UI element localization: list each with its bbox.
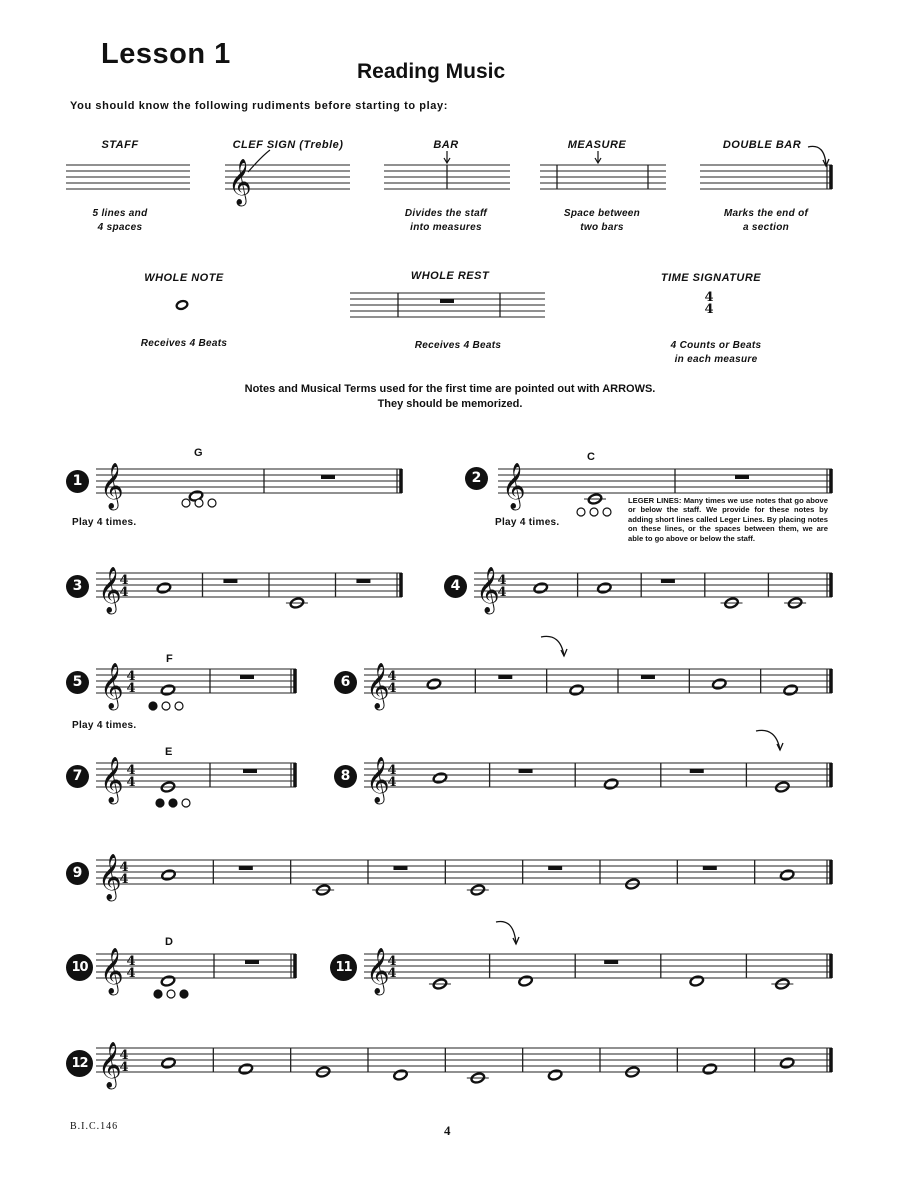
treble-clef-icon: 𝄞	[228, 159, 252, 205]
arrows-note-line: They should be memorized.	[377, 398, 523, 410]
whole-note	[780, 1057, 795, 1069]
time-signature-top: 4	[387, 669, 397, 684]
time-signature-bottom: 4	[387, 966, 397, 981]
whole-note	[176, 300, 189, 311]
time-signature-top: 4	[119, 1048, 129, 1063]
time-signature-top: 4	[387, 954, 397, 969]
whole-note	[518, 975, 533, 987]
whole-note	[161, 869, 176, 881]
whole-note	[712, 678, 727, 690]
whole-note	[161, 975, 176, 987]
time-signature-bottom: 4	[387, 775, 397, 790]
valve-pressed-icon	[149, 702, 157, 710]
time-signature-top: 4	[387, 763, 397, 778]
valve-open-icon	[175, 702, 183, 710]
page-title: Reading Music	[357, 60, 506, 83]
whole-rest	[604, 960, 618, 964]
rudiment-desc-line: Marks the end of	[723, 208, 809, 219]
whole-note	[238, 1063, 253, 1075]
whole-note	[548, 1069, 563, 1081]
rudiment-desc-line: 4 spaces	[97, 222, 143, 233]
whole-rest	[498, 675, 512, 679]
whole-note	[426, 678, 441, 690]
time-signature-bottom: 4	[119, 872, 129, 887]
whole-rest	[440, 299, 454, 303]
treble-clef-icon: 𝄞	[98, 854, 122, 900]
time-signature-top: 4	[704, 290, 714, 305]
valve-open-icon	[208, 499, 216, 507]
note-name: G	[194, 447, 203, 459]
whole-note	[597, 582, 612, 594]
time-signature-bottom: 4	[497, 585, 507, 600]
exercise-number: 1	[66, 470, 89, 493]
exercise-number: 11	[330, 954, 357, 981]
time-signature-bottom: 4	[387, 681, 397, 696]
treble-clef-icon: 𝄞	[366, 948, 390, 994]
note-name: E	[165, 746, 173, 758]
note-name: D	[165, 936, 173, 948]
treble-clef-icon: 𝄞	[366, 663, 390, 709]
whole-rest	[703, 866, 717, 870]
whole-rest	[519, 769, 533, 773]
valve-open-icon	[577, 508, 585, 516]
exercise-number: 4	[444, 575, 467, 598]
arrow-icon	[541, 636, 564, 656]
arrow-icon	[756, 730, 780, 750]
valve-pressed-icon	[154, 990, 162, 998]
time-signature-top: 4	[119, 573, 129, 588]
whole-rest	[735, 475, 749, 479]
arrow-icon	[496, 921, 516, 944]
lesson-title: Lesson 1	[101, 38, 231, 70]
valve-open-icon	[182, 499, 190, 507]
rudiment-desc-line: into measures	[410, 222, 482, 233]
time-signature-bottom: 4	[126, 966, 136, 981]
whole-note	[569, 684, 584, 696]
treble-clef-icon: 𝄞	[476, 567, 500, 613]
whole-rest	[548, 866, 562, 870]
time-signature-bottom: 4	[126, 775, 136, 790]
time-signature-bottom: 4	[126, 681, 136, 696]
valve-open-icon	[603, 508, 611, 516]
whole-note	[393, 1069, 408, 1081]
time-signature-bottom: 4	[704, 302, 714, 317]
whole-rest	[356, 579, 370, 583]
whole-rest	[239, 866, 253, 870]
time-signature-bottom: 4	[119, 1060, 129, 1075]
rudiment-desc-line: a section	[742, 222, 790, 233]
treble-clef-icon: 𝄞	[100, 757, 124, 803]
exercise-number: 12	[66, 1050, 93, 1077]
whole-rest	[240, 675, 254, 679]
exercise-number: 9	[66, 862, 89, 885]
time-signature-top: 4	[126, 763, 136, 778]
whole-note	[604, 778, 619, 790]
rudiment-desc-line: 5 lines and	[92, 208, 148, 219]
exercise-number: 10	[66, 954, 93, 981]
rudiment-title-measure: MEASURE	[567, 139, 627, 151]
valve-open-icon	[162, 702, 170, 710]
rudiment-desc-line: two bars	[580, 222, 624, 233]
exercise-number: 8	[334, 765, 357, 788]
whole-rest	[393, 866, 407, 870]
valve-open-icon	[195, 499, 203, 507]
time-signature-top: 4	[497, 573, 507, 588]
arrows-note-line: Notes and Musical Terms used for the first time are pointed out with ARROWS.	[244, 383, 656, 395]
time-signature-top: 4	[119, 860, 129, 875]
time-signature-bottom: 4	[119, 585, 129, 600]
intro-text: You should know the following rudiments before starting to play:	[70, 100, 448, 112]
whole-note	[533, 582, 548, 594]
rudiment-title-clef: CLEF SIGN (Treble)	[232, 139, 344, 151]
rudiment-title-time-signature: TIME SIGNATURE	[660, 272, 762, 284]
play-instruction: Play 4 times.	[495, 517, 560, 528]
exercise-number: 3	[66, 575, 89, 598]
rudiment-title-staff: STAFF	[101, 139, 139, 151]
exercise-number: 7	[66, 765, 89, 788]
whole-note	[156, 582, 171, 594]
treble-clef-icon: 𝄞	[100, 463, 124, 509]
rudiment-desc-line: 4 Counts or Beats	[670, 340, 762, 351]
whole-note	[783, 684, 798, 696]
whole-rest	[661, 579, 675, 583]
time-signature-top: 4	[126, 669, 136, 684]
rudiment-desc-line: in each measure	[674, 354, 758, 365]
whole-rest	[223, 579, 237, 583]
whole-rest	[245, 960, 259, 964]
valve-pressed-icon	[180, 990, 188, 998]
leger-lines-note: LEGER LINES: Many times we use notes that go above or below the staff. We provide for these notes by adding short lines called Leger Lines. By placing notes on these lines, or the spaces between them, we are able to go above or below the staff.	[628, 496, 828, 543]
treble-clef-icon: 𝄞	[98, 567, 122, 613]
valve-pressed-icon	[156, 799, 164, 807]
treble-clef-icon: 𝄞	[98, 1042, 122, 1088]
treble-clef-icon: 𝄞	[366, 757, 390, 803]
whole-rest	[243, 769, 257, 773]
whole-note	[702, 1063, 717, 1075]
valve-open-icon	[182, 799, 190, 807]
whole-note	[689, 975, 704, 987]
treble-clef-icon: 𝄞	[100, 663, 124, 709]
note-name: C	[587, 451, 595, 463]
arrow-icon	[808, 146, 826, 166]
rudiment-desc-line: Space between	[563, 208, 641, 219]
whole-note	[161, 1057, 176, 1069]
treble-clef-icon: 𝄞	[100, 948, 124, 994]
whole-note	[780, 869, 795, 881]
rudiment-desc-line: Divides the staff	[404, 208, 488, 219]
time-signature-top: 4	[126, 954, 136, 969]
valve-pressed-icon	[169, 799, 177, 807]
whole-rest	[641, 675, 655, 679]
whole-rest	[321, 475, 335, 479]
valve-open-icon	[167, 990, 175, 998]
rudiment-desc-whole-rest: Receives 4 Beats	[414, 340, 502, 351]
rudiment-title-double-bar: DOUBLE BAR	[722, 139, 802, 151]
whole-rest	[690, 769, 704, 773]
valve-open-icon	[590, 508, 598, 516]
play-instruction: Play 4 times.	[72, 517, 137, 528]
note-name: F	[166, 653, 173, 665]
play-instruction: Play 4 times.	[72, 720, 137, 731]
publisher-code: B.I.C.146	[70, 1121, 119, 1132]
page-number: 4	[444, 1123, 451, 1138]
exercise-number: 6	[334, 671, 357, 694]
treble-clef-icon: 𝄞	[502, 463, 526, 509]
exercise-number: 2	[465, 467, 488, 490]
rudiment-title-whole-rest: WHOLE REST	[410, 270, 490, 282]
rudiment-title-bar: BAR	[433, 139, 459, 151]
rudiment-title-whole-note: WHOLE NOTE	[144, 272, 224, 284]
exercise-number: 5	[66, 671, 89, 694]
whole-note	[161, 684, 176, 696]
rudiment-desc-whole-note: Receives 4 Beats	[140, 338, 228, 349]
whole-note	[432, 772, 447, 784]
